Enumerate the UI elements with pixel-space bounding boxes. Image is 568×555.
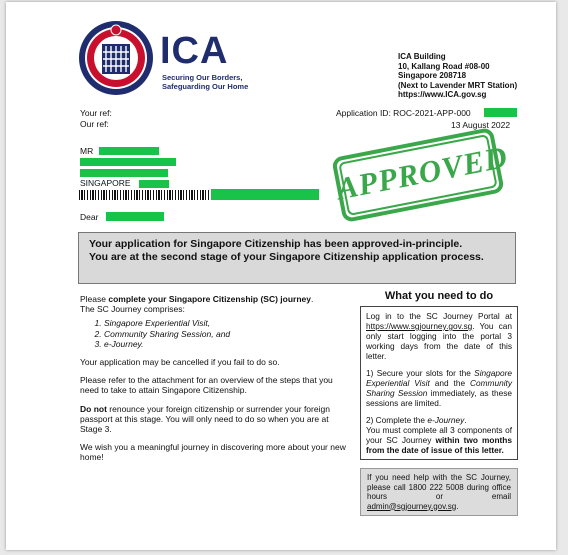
recipient-country: SINGAPORE — [80, 177, 131, 188]
letter-body — [80, 294, 350, 471]
letter-date: 13 August 2022 — [451, 120, 511, 130]
body-intro: Please complete your Singapore Citizenship (SC) journey. The SC Journey comprises: — [80, 294, 314, 315]
dear-line: Dear — [80, 212, 99, 222]
list-item: 2. Community Sharing Session, and — [104, 329, 350, 339]
sc-journey-steps — [80, 318, 350, 349]
closing-wish: We wish you a meaningful journey in discovering more about your new home! — [80, 442, 346, 463]
ica-seal-logo — [78, 20, 154, 96]
ica-tagline: Securing Our Borders, Safeguarding Our Home — [162, 73, 249, 91]
help-box: If you need help with the SC Journey, please call 1800 222 5008 during office hours or email admin@sgjourney.gov.sg. — [360, 468, 518, 516]
approved-stamp: APPROVED — [331, 127, 505, 223]
attachment-note: Please refer to the attachment for an overview of the steps that you need to take to attain Singapore Citizenship. — [80, 375, 333, 396]
redaction-dear-name — [106, 212, 164, 221]
redaction-postcode — [139, 180, 169, 188]
admin-email-link[interactable]: admin@sgjourney.gov.sg — [367, 501, 457, 511]
list-item: 3. e-Journey. — [104, 339, 350, 349]
approval-banner: Your application for Singapore Citizenship has been approved-in-principle. You are at the second stage of your Singapore Citizenship application process. — [78, 232, 516, 284]
application-id: Application ID: ROC-2021-APP-000 — [336, 108, 471, 118]
redaction-address-1 — [80, 158, 176, 166]
cancellation-notice: Your application may be cancelled if you fail to do so. — [80, 357, 280, 368]
our-ref-label: Our ref: — [80, 119, 109, 129]
what-to-do-panel — [360, 290, 518, 516]
panel-title: What you need to do — [384, 290, 494, 302]
ica-address: ICA Building 10, Kallang Road #08-00 Singapore 208718 (Next to Lavender MRT Station) https://www.ICA.gov.sg — [398, 52, 518, 100]
redaction-address-2 — [80, 169, 168, 177]
your-ref-label: Your ref: — [80, 108, 112, 118]
renounce-note: Do not renounce your foreign citizenship or surrender your foreign passport at this stage. You will only need to do so when you are at Stage 3. — [80, 403, 330, 435]
recipient-title: MR — [80, 146, 94, 156]
letter-page — [6, 2, 556, 550]
instructions-box: Log in to the SC Journey Portal at https://www.sgjourney.gov.sg. You can only start logging into the portal 3 working days from the date of this letter. 1) Secure your slots for the Singapore Experiential Visit and the Community Sharing Session immediately, as these sessions are limited. 2) Complete the e-Journey. You must complete all 3 components of your SC Journey within two months from the date of issue of this letter. — [360, 306, 518, 460]
ica-wordmark: ICA — [160, 30, 229, 72]
redaction-name — [99, 147, 159, 155]
redaction-application-id — [484, 108, 517, 117]
sgjourney-link[interactable]: https://www.sgjourney.gov.sg — [366, 321, 473, 331]
list-item: 1. Singapore Experiential Visit, — [104, 318, 350, 328]
redaction-barcode — [211, 189, 319, 200]
